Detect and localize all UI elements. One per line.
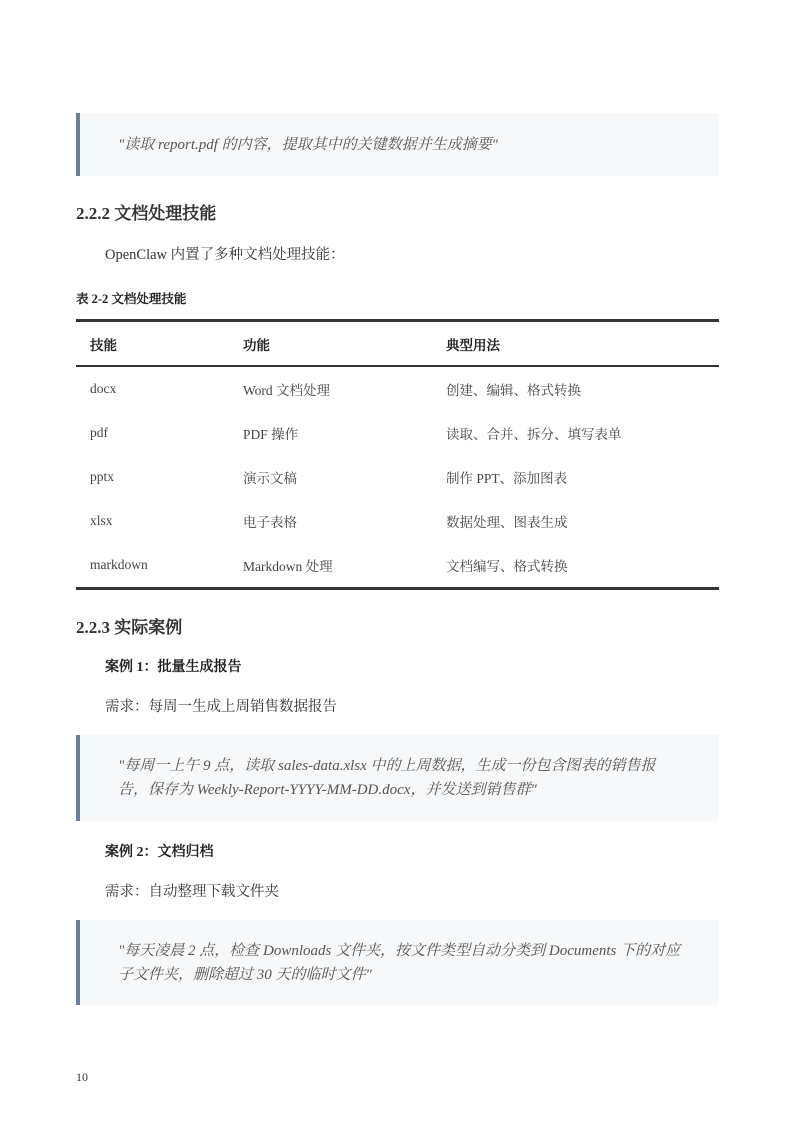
quote-block-case-2 (76, 920, 719, 1005)
table-cell: 制作 PPT、添加图表 (446, 471, 568, 486)
table-row (76, 455, 719, 499)
table-cell: Word 文档处理 (243, 383, 331, 398)
table-cell: 数据处理、图表生成 (446, 515, 568, 530)
table-caption: 表 2-2 文档处理技能 (76, 292, 187, 306)
section-heading-2-2-2: 2.2.2 文档处理技能 (76, 204, 217, 223)
section-intro: OpenClaw 内置了多种文档处理技能： (105, 247, 345, 263)
table-cell: 文档编写、格式转换 (432, 543, 719, 589)
quote-block-case-1 (76, 735, 719, 821)
table-row (76, 366, 719, 411)
case-2-requirement: 需求：自动整理下载文件夹 (105, 884, 279, 900)
table-cell: 读取、合并、拆分、填写表单 (446, 427, 622, 442)
table-cell: markdown (76, 543, 229, 589)
case-2-title: 案例 2：文档归档 (105, 845, 214, 860)
case-1-title: 案例 1：批量生成报告 (105, 660, 242, 675)
quote-line: 告，保存为 Weekly-Report-YYYY-MM-DD.docx，并发送到销售群" (118, 782, 537, 798)
table-cell: pdf (90, 425, 108, 440)
table-header-row (76, 321, 719, 367)
quote-text: "读取 report.pdf 的内容，提取其中的关键数据并生成摘要" (118, 136, 498, 153)
column-header-usage: 典型用法 (432, 321, 719, 367)
section-heading-2-2-3: 2.2.3 实际案例 (76, 618, 183, 637)
column-header-function: 功能 (229, 321, 432, 367)
quote-line: "每天凌晨 2 点，检查 Downloads 文件夹，按文件类型自动分类到 Documents 下的对应 (118, 942, 681, 959)
quote-line: "每周一上午 9 点，读取 sales-data.xlsx 中的上周数据，生成一份包含图表的销售报 (118, 758, 656, 774)
table-row (76, 499, 719, 543)
skills-table (76, 319, 719, 590)
table-cell: Markdown 处理 (229, 543, 432, 589)
table-cell: 创建、编辑、格式转换 (446, 383, 581, 398)
table-row (76, 543, 719, 589)
table-cell: PDF 操作 (243, 427, 299, 442)
case-1-requirement: 需求：每周一生成上周销售数据报告 (105, 699, 337, 715)
column-header-skill: 技能 (76, 321, 229, 367)
table-cell: pptx (90, 469, 115, 484)
table-cell: 演示文稿 (243, 471, 297, 486)
quote-line: 子文件夹，删除超过 30 天的临时文件" (118, 966, 372, 983)
quote-block-report (76, 113, 719, 176)
table-cell: docx (90, 381, 117, 396)
table-cell: xlsx (90, 513, 113, 528)
table-cell: 电子表格 (243, 515, 297, 530)
page-number: 10 (76, 1070, 88, 1084)
table-row (76, 411, 719, 455)
